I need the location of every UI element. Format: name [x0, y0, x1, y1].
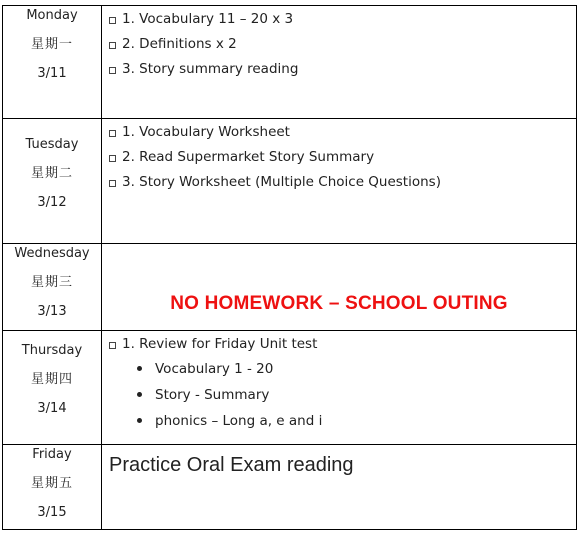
day-name-chinese: 星期二	[30, 166, 73, 181]
checkbox-square-icon	[109, 17, 116, 24]
day-date: 3/15	[37, 505, 67, 520]
task-item	[109, 36, 576, 52]
homework-schedule-table	[2, 5, 577, 530]
tasks-cell-friday	[102, 445, 577, 530]
list-item: Story - Summary	[109, 387, 576, 403]
task-text: 1. Vocabulary 11 – 20 x 3	[122, 11, 294, 27]
task-item	[109, 149, 576, 165]
day-date: 3/14	[37, 401, 67, 416]
day-cell-monday	[3, 6, 102, 119]
schedule-row-wednesday	[3, 244, 577, 331]
checkbox-square-icon	[109, 42, 116, 49]
schedule-row-friday	[3, 445, 577, 530]
tasks-cell-monday	[102, 6, 577, 119]
schedule-row-tuesday	[3, 119, 577, 244]
day-date: 3/12	[37, 195, 67, 210]
day-name-chinese: 星期四	[30, 372, 73, 387]
day-name: Thursday	[21, 343, 83, 358]
task-text: 1. Vocabulary Worksheet	[122, 124, 290, 140]
task-item	[109, 336, 576, 352]
tasks-cell-tuesday	[102, 119, 577, 244]
task-text: 1. Review for Friday Unit test	[122, 336, 318, 352]
schedule-row-thursday	[3, 331, 577, 445]
task-text: 2. Read Supermarket Story Summary	[122, 149, 375, 165]
checkbox-square-icon	[109, 130, 116, 137]
checkbox-square-icon	[109, 155, 116, 162]
day-date: 3/13	[37, 304, 67, 319]
day-name-chinese: 星期一	[30, 37, 73, 52]
day-cell-friday	[3, 445, 102, 530]
checkbox-square-icon	[109, 180, 116, 187]
list-item: phonics – Long a, e and i	[109, 413, 576, 429]
task-item	[109, 11, 576, 27]
no-homework-notice: NO HOMEWORK – SCHOOL OUTING	[170, 293, 508, 314]
checkbox-square-icon	[109, 342, 116, 349]
day-cell-tuesday	[3, 119, 102, 244]
task-item	[109, 174, 576, 190]
review-topics-list	[109, 361, 576, 429]
schedule-row-monday	[3, 6, 577, 119]
notice-cell-wednesday	[102, 244, 577, 331]
day-name: Wednesday	[14, 246, 90, 261]
task-item	[109, 124, 576, 140]
task-text: 2. Definitions x 2	[122, 36, 237, 52]
day-name: Monday	[26, 8, 78, 23]
day-cell-wednesday	[3, 244, 102, 331]
list-item: Vocabulary 1 - 20	[109, 361, 576, 377]
oral-exam-text: Practice Oral Exam reading	[109, 454, 354, 476]
checkbox-square-icon	[109, 67, 116, 74]
day-cell-thursday	[3, 331, 102, 445]
day-name-chinese: 星期五	[30, 476, 73, 491]
day-date: 3/11	[37, 66, 67, 81]
tasks-cell-thursday	[102, 331, 577, 445]
day-name-chinese: 星期三	[30, 275, 73, 290]
task-item	[109, 61, 576, 77]
day-name: Friday	[32, 447, 72, 462]
day-name: Tuesday	[25, 137, 79, 152]
task-text: 3. Story summary reading	[122, 61, 299, 77]
task-text: 3. Story Worksheet (Multiple Choice Questions)	[122, 174, 441, 190]
